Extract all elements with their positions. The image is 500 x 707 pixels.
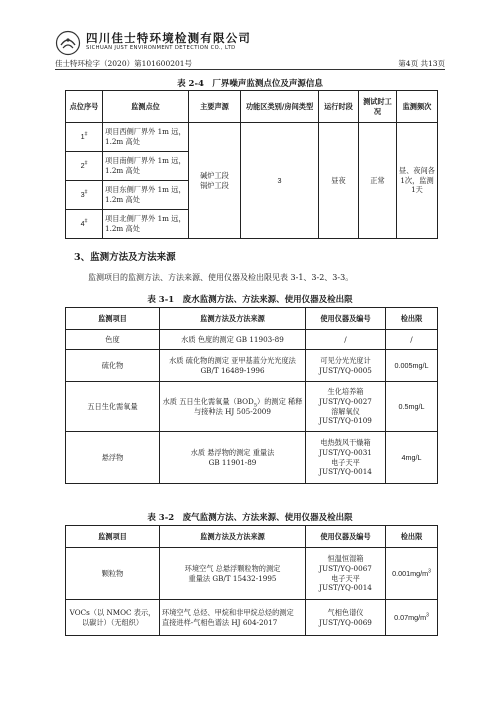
monitoring-method: 环境空气 总悬浮颗粒物的测定 重量法 GB/T 15432-1995 [160,548,306,600]
table-3-1-caption: 表 3-1 废水监测方法、方法来源、使用仪器及检出限 [147,295,353,305]
monitoring-item: VOCs（以 NMOC 表示，以碳计）（无组织） [66,600,160,636]
col-header-item: 监测项目 [66,308,160,330]
monitoring-item: 硫化物 [66,350,160,382]
detection-limit: / [386,330,438,350]
report-number: 佳士特环检字（2020）第101600201号 [55,59,193,68]
detection-limit: $0.07mg/m^3$ [386,600,438,636]
main-source: 碱炉工段 锅炉工段 [189,123,241,239]
detection-limit: 0.5mg/L [386,382,438,432]
col-header-limit: 检出限 [386,526,438,548]
company-logo-icon [55,30,81,56]
col-header-frequency: 监测频次 [397,91,438,123]
col-header-category: 功能区类别/房间类型 [241,91,319,123]
section-title: 3、监测方法及方法来源 [74,252,176,263]
table-row [66,600,438,636]
page-number: 第4页 共13页 [398,59,445,68]
function-category: 3 [241,123,319,239]
noise-monitoring-table [65,90,438,239]
monitoring-item: 颗粒物 [66,548,160,600]
col-header-item: 监测项目 [66,526,160,548]
detection-limit: 4mg/L [386,432,438,484]
monitoring-item: 悬浮物 [66,432,160,484]
table-row [66,432,438,484]
wastewater-method-table [65,307,438,484]
monitoring-frequency: 昼、夜间各1次，监测1天 [397,123,438,239]
col-header-limit: 检出限 [386,308,438,330]
instrument: 可见分光光度计 JUST/YQ-0005 [306,350,386,382]
monitoring-method: 水质 色度的测定 GB 11903-89 [160,330,306,350]
detection-limit: 0.005mg/L [386,350,438,382]
table-row [66,350,438,382]
monitoring-method: 水质 硫化物的测定 亚甲基蓝分光光度法 GB/T 16489-1996 [160,350,306,382]
header-divider [55,69,445,70]
instrument: 生化培养箱 JUST/YQ-0027 溶解氧仪 JUST/YQ-0109 [306,382,386,432]
instrument: 电热鼓风干燥箱 JUST/YQ-0031 电子天平 JUST/YQ-0014 [306,432,386,484]
monitoring-item: 五日生化需氧量 [66,382,160,432]
point-number: 4# [66,210,103,239]
point-position: 项目北侧厂界外 1m 远，1.2m 高处 [103,210,189,239]
table-row [66,548,438,600]
col-header-instrument: 使用仪器及编号 [306,526,386,548]
company-name: 四川佳士特环境检测有限公司 [86,31,252,45]
col-header-instrument: 使用仪器及编号 [306,308,386,330]
table-2-4-caption: 表 2-4 厂界噪声监测点位及声源信息 [177,79,323,89]
instrument: 气相色谱仪 JUST/YQ-0069 [306,600,386,636]
monitoring-method: 环境空气 总烃、甲烷和非甲烷总烃的测定 直接进样-气相色谱法 HJ 604-2017 [160,600,306,636]
operating-period: 昼夜 [319,123,359,239]
table-row [66,330,438,350]
instrument: 恒温恒湿箱 JUST/YQ-0067 电子天平 JUST/YQ-0014 [306,548,386,600]
col-header-condition: 测试时工况 [359,91,397,123]
table-row [66,382,438,432]
section-text: 监测项目的监测方法、方法来源、使用仪器及检出限见表 3-1、3-2、3-3。 [88,273,354,282]
point-position: 项目东侧厂界外 1m 远，1.2m 高处 [103,181,189,210]
instrument: / [306,330,386,350]
point-number: 2# [66,152,103,181]
col-header-point-no: 点位序号 [66,91,103,123]
exhaust-gas-method-table [65,525,438,636]
point-number: 3# [66,181,103,210]
col-header-point-position: 监测点位 [103,91,189,123]
point-position: 项目南侧厂界外 1m 远，1.2m 高处 [103,152,189,181]
detection-limit: $0.001mg/m^3$ [386,548,438,600]
company-name-en: SICHUAN JUST ENVIRONMENT DETECTION CO., LTD [86,45,236,51]
table-3-2-caption: 表 3-2 废气监测方法、方法来源、使用仪器及检出限 [147,513,353,523]
table-row [66,123,438,152]
monitoring-method: 水质 五日生化需氧量$(BOD_5)$的测定 稀释与接种法 HJ 505-2009 [160,382,306,432]
monitoring-item: 色度 [66,330,160,350]
col-header-period: 运行时段 [319,91,359,123]
col-header-main-source: 主要声源 [189,91,241,123]
point-position: 项目西侧厂界外 1m 远，1.2m 高处 [103,123,189,152]
col-header-method: 监测方法及方法来源 [160,526,306,548]
test-condition: 正常 [359,123,397,239]
point-number: 1# [66,123,103,152]
monitoring-method: 水质 悬浮物的测定 重量法 GB 11901-89 [160,432,306,484]
col-header-method: 监测方法及方法来源 [160,308,306,330]
